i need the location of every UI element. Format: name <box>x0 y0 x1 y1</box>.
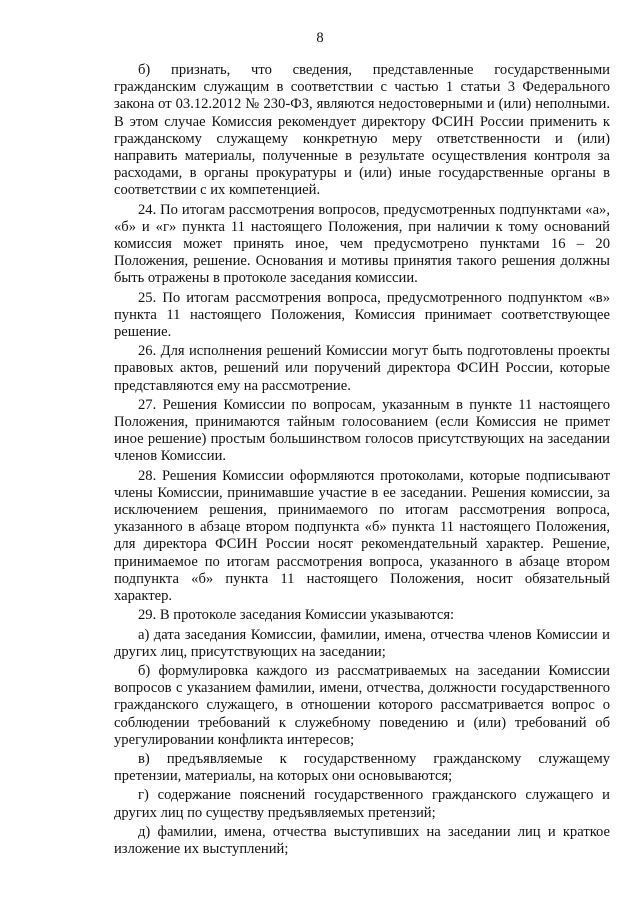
paragraph-29: 29. В протоколе заседания Комиссии указываются: <box>138 607 455 624</box>
paragraph-27: 27. Решения Комиссии по вопросам, указанным в пункте 11 настоящего Положения, принимаются тайным голосованием (если Комиссия не примет иное решение) простым большинством голосов присутствующих на заседании членов Комиссии. <box>114 396 610 465</box>
paragraph-23b: б) признать, что сведения, представленные государственными гражданским служащим в соответствии с частью 1 статьи 3 Федерального закона от 03.12.2012 № 230-ФЗ, являются недостоверными и (или) неполными. В этом случае Комиссия рекомендует директору ФСИН России применить к гражданскому служащему конкретную меру ответственности и (или) направить материалы, полученные в результате осуществления контроля за расходами, в органы прокуратуры и (или) иные государственные органы в соответствии с их компетенцией. <box>114 62 610 199</box>
page-number: 8 <box>316 30 324 46</box>
paragraph-29b: б) формулировка каждого из рассматриваемых на заседании Комиссии вопросов с указанием фамилии, имени, отчества, должности государственного гражданского служащего, в отношении которого рассматривается вопрос о соблюдении требований к служебному поведению и (или) требований об урегулировании конфликта интересов; <box>114 662 610 748</box>
paragraph-29a: а) дата заседания Комиссии, фамилии, имена, отчества членов Комиссии и других лиц, присутствующих на заседании; <box>114 626 610 660</box>
paragraph-25: 25. По итогам рассмотрения вопроса, предусмотренного подпунктом «в» пункта 11 настоящего Положения, Комиссия принимает соответствующее решение. <box>114 289 610 341</box>
paragraph-28: 28. Решения Комиссии оформляются протоколами, которые подписывают члены Комиссии, принимавшие участие в ее заседании. Решения комиссии, за исключением решения, принимаемого по итогам рассмотрения вопроса, указанного в абзаце втором подпункта «б» пункта 11 настоящего Положения, для директора ФСИН России носят рекомендательный характер. Решение, принимаемое по итогам рассмотрения вопроса, указанного в абзаце втором подпункта «б» пункта 11 настоящего Положения, носит обязательный характер. <box>114 467 610 605</box>
paragraph-29g: г) содержание пояснений государственного гражданского служащего и других лиц по существу предъявляемых претензий; <box>114 787 610 821</box>
paragraph-29v: в) предъявляемые к государственному гражданскому служащему претензии, материалы, на которых они основываются; <box>114 750 610 785</box>
paragraph-24: 24. По итогам рассмотрения вопросов, предусмотренных подпунктами «а», «б» и «г» пункта 11 настоящего Положения, при наличии к тому оснований комиссия может принять иное, чем предусмотрено пунктами 16 – 20 Положения, решение. Основания и мотивы принятия такого решения должны быть отражены в протоколе заседания комиссии. <box>114 201 610 287</box>
paragraph-29d: д) фамилии, имена, отчества выступивших на заседании лиц и краткое изложение их выступлений; <box>114 823 610 857</box>
paragraph-26: 26. Для исполнения решений Комиссии могут быть подготовлены проекты правовых актов, решений или поручений директора ФСИН России, которые представляются ему на рассмотрение. <box>114 343 610 394</box>
